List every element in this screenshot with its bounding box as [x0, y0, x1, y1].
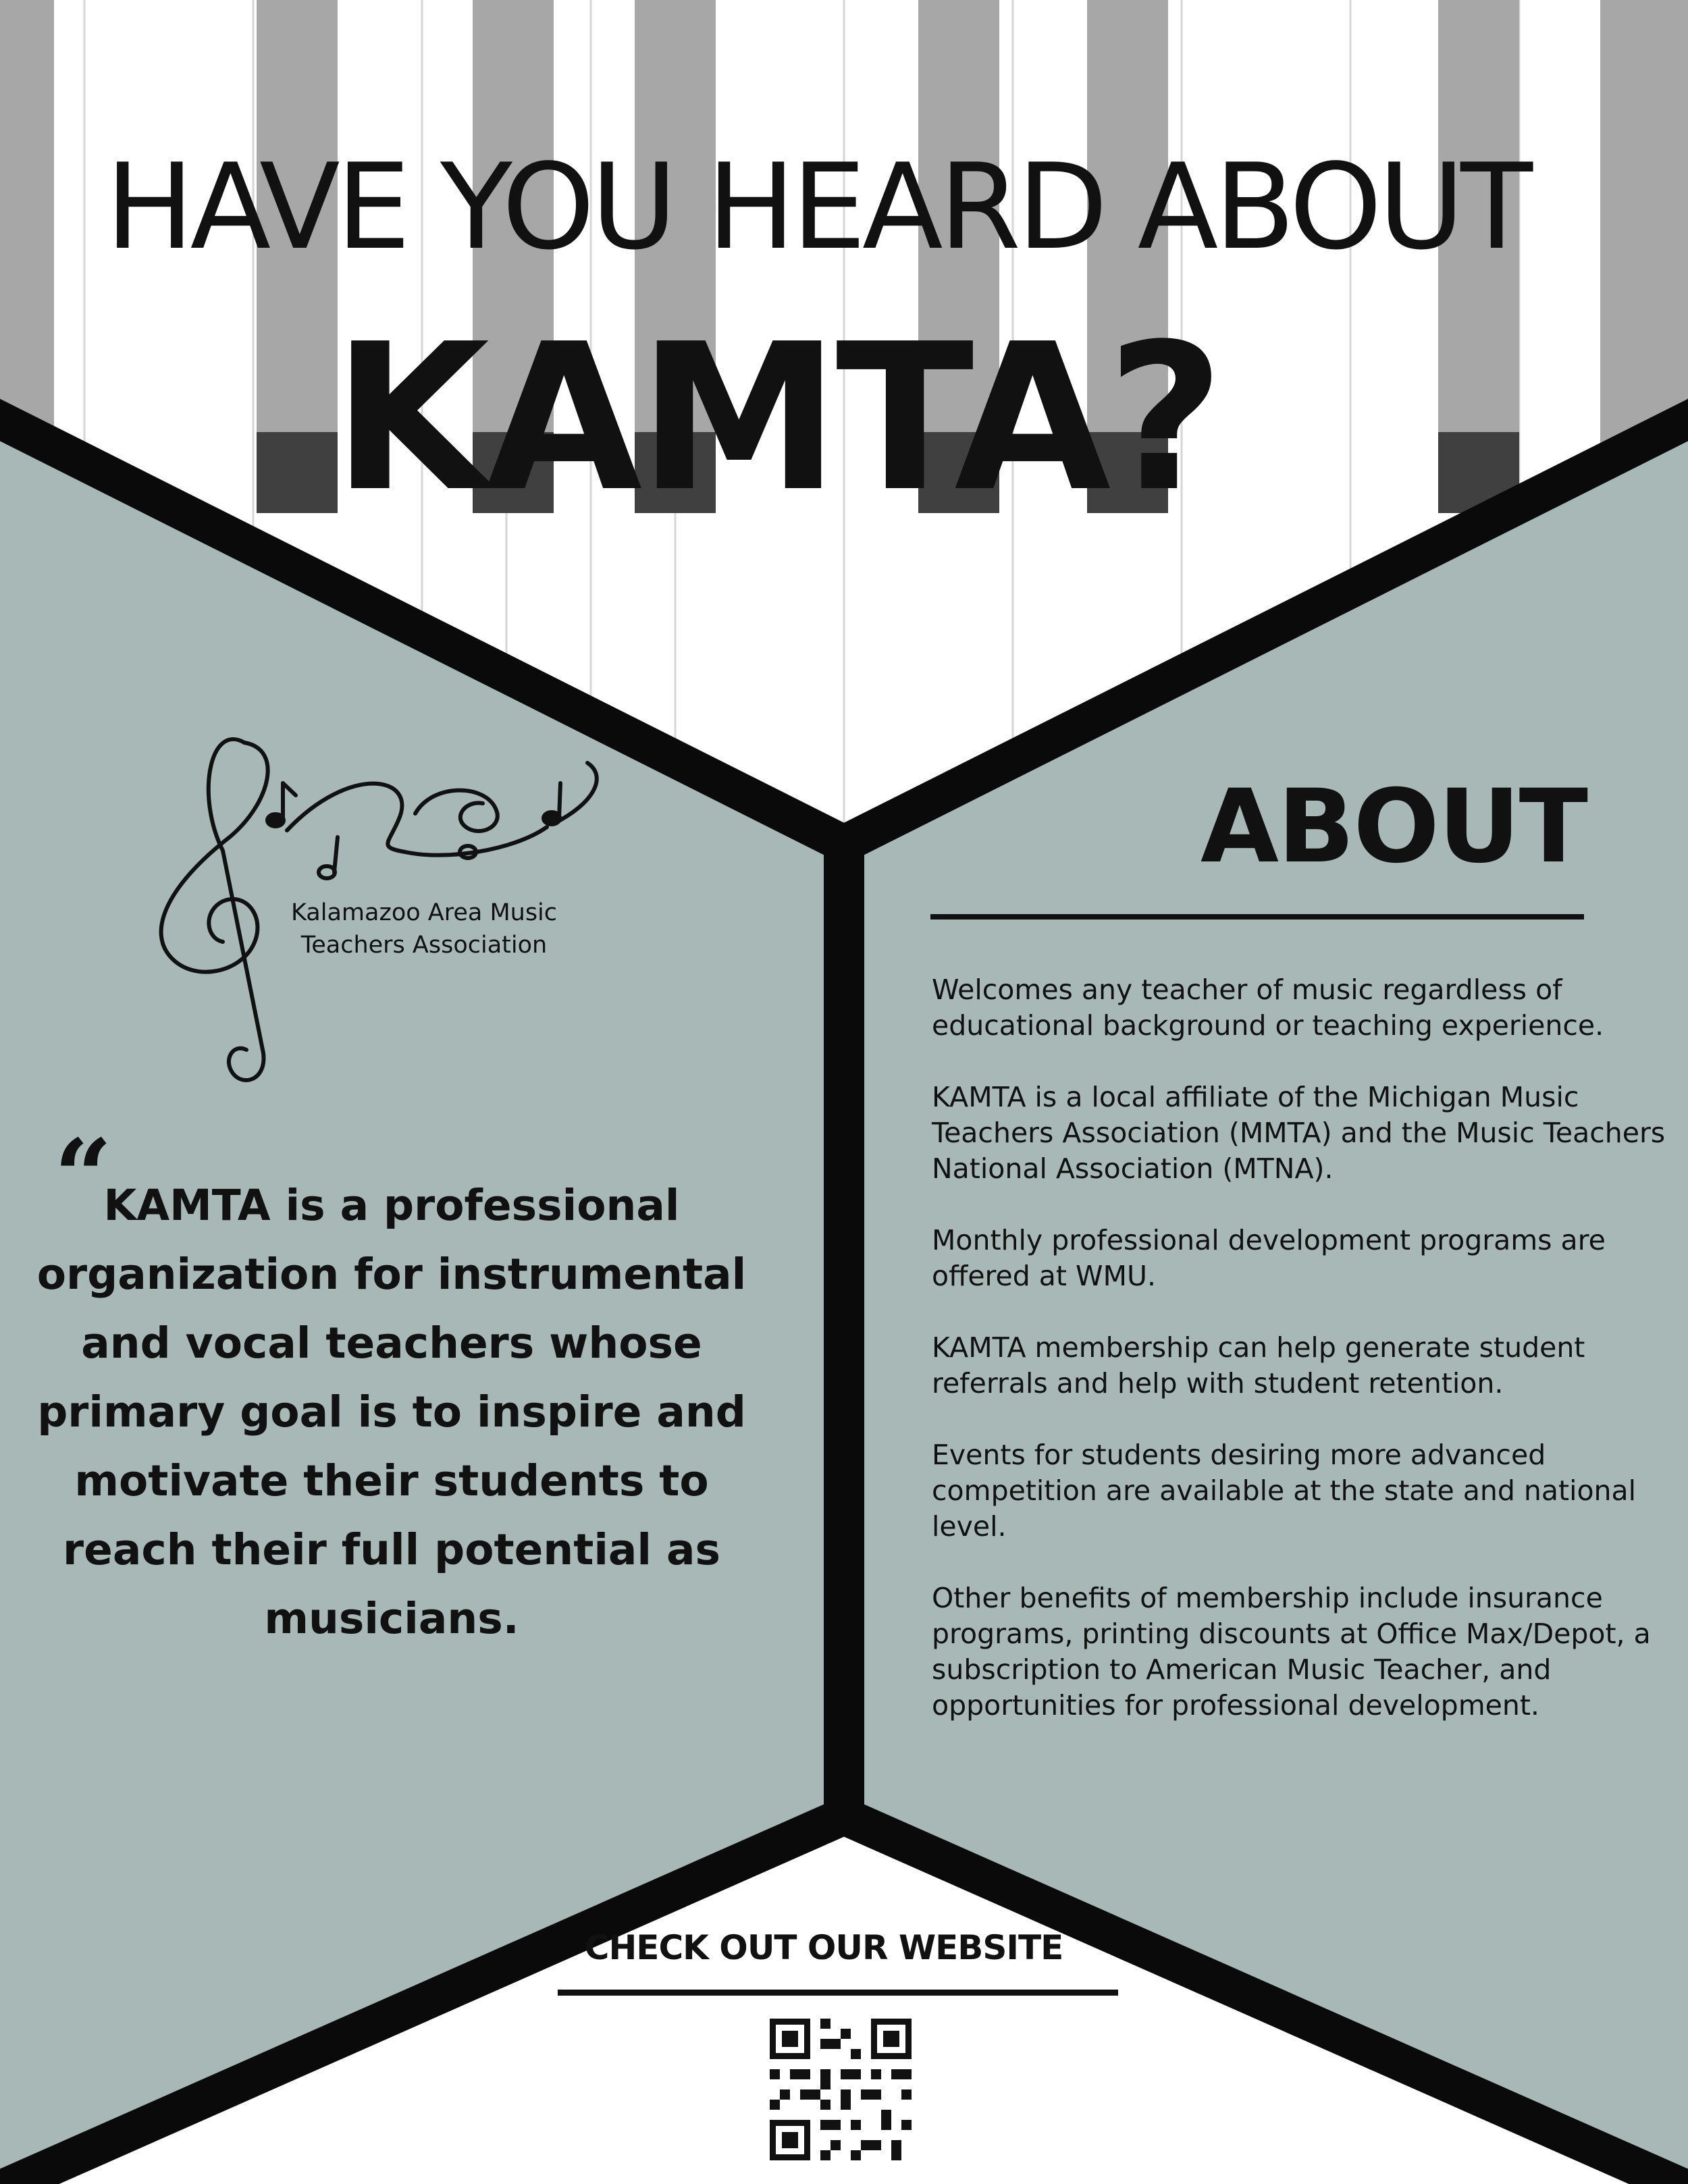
about-divider: [930, 914, 1584, 920]
cta-divider: [558, 1990, 1118, 1996]
headline-line-1: HAVE YOU HEARD ABOUT: [105, 139, 1529, 276]
about-list: [932, 972, 1674, 1759]
quote-mark: “: [54, 1117, 113, 1236]
about-paragraph: Welcomes any teacher of music regardless of educational background or teaching experience.: [932, 974, 1604, 1042]
about-paragraph: Events for students desiring more advanced competition are available at the state and national level.: [932, 1439, 1637, 1543]
headline-kamta: KAMTA?: [332, 300, 1221, 536]
qr-code[interactable]: [770, 2019, 912, 2160]
about-title: ABOUT: [1200, 768, 1587, 886]
about-paragraph: KAMTA is a local affiliate of the Michigan Music Teachers Association (MMTA) and the Music Teachers National Association (MTNA).: [932, 1081, 1666, 1185]
website-cta[interactable]: CHECK OUT OUR WEBSITE: [584, 1928, 1063, 1967]
quote-text: KAMTA is a professional organization for instrumental and vocal teachers whose primary goal is to inspire and motivate their students to reach their full potential as musicians.: [36, 1181, 747, 1643]
about-paragraph: Monthly professional development programs are offered at WMU.: [932, 1224, 1606, 1292]
logo-line-2: Teachers Association: [300, 932, 548, 959]
about-paragraph: Other benefits of membership include insurance programs, printing discounts at Office Max/Depot, a subscription to American Music Teacher, and opportunities for professional development.: [932, 1582, 1651, 1722]
about-paragraph: KAMTA membership can help generate student referrals and help with student retention.: [932, 1331, 1585, 1400]
logo: [282, 897, 566, 961]
logo-line-1: Kalamazoo Area Music: [290, 899, 558, 926]
